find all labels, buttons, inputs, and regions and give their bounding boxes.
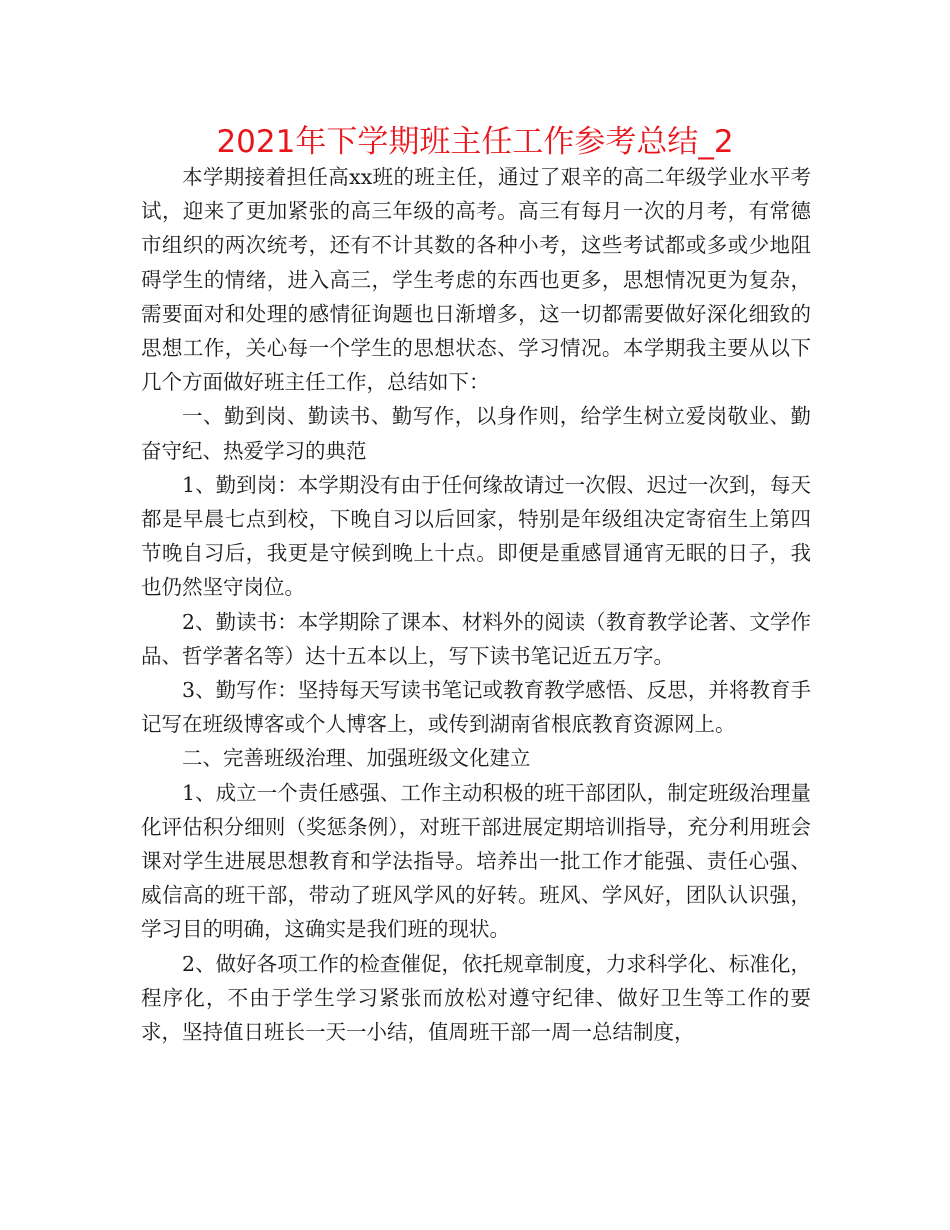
paragraph: 本学期接着担任高xx班的班主任，通过了艰辛的高二年级学业水平考试，迎来了更加紧张的高三年级的高考。高三有每月一次的月考，有常德市组织的两次统考，还有不计其数的各种小考，这些考试都或多或少地阻碍学生的情绪，进入高三，学生考虑的东西也更多，思想情况更为复杂，需要面对和处理的感情征询题也日渐增多，这一切都需要做好深化细致的思想工作，关心每一个学生的思想状态、学习情况。本学期我主要从以下几个方面做好班主任工作，总结如下： — [141, 165, 811, 395]
document-title: 2021年下学期班主任工作参考总结_2 — [216, 124, 734, 160]
paragraph: 1、成立一个责任感强、工作主动积极的班干部团队，制定班级治理量化评估积分细则（奖惩条例），对班干部进展定期培训指导，充分利用班会课对学生进展思想教育和学法指导。培养出一批工作才能强、责任心强、威信高的班干部，带动了班风学风的好转。班风、学风好，团队认识强，学习目的明确，这确实是我们班的现状。 — [141, 780, 811, 942]
paragraph: 一、勤到岗、勤读书、勤写作，以身作则，给学生树立爱岗敬业、勤奋守纪、热爱学习的典范 — [141, 404, 811, 463]
paragraph: 2、勤读书：本学期除了课本、材料外的阅读（教育教学论著、文学作品、哲学著名等）达十五本以上，写下读书笔记近五万字。 — [141, 609, 811, 668]
section-heading: 二、完善班级治理、加强班级文化建立 — [182, 746, 531, 771]
paragraph: 1、勤到岗：本学期没有由于任何缘故请过一次假、迟过一次到，每天都是早晨七点到校，下晚自习以后回家，特别是年级组决定寄宿生上第四节晚自习后，我更是守候到晚上十点。即便是重感冒通宵无眠的日子，我也仍然坚守岗位。 — [141, 472, 811, 600]
paragraph: 2、做好各项工作的检查催促，依托规章制度，力求科学化、标准化，程序化，不由于学生学习紧张而放松对遵守纪律、做好卫生等工作的要求，坚持值日班长一天一小结，值周班干部一周一总结制度， — [141, 951, 811, 1045]
document-body — [141, 160, 811, 1049]
paragraph: 3、勤写作：坚持每天写读书笔记或教育教学感悟、反思，并将教育手记写在班级博客或个人博客上，或传到湖南省根底教育资源网上。 — [141, 678, 811, 737]
